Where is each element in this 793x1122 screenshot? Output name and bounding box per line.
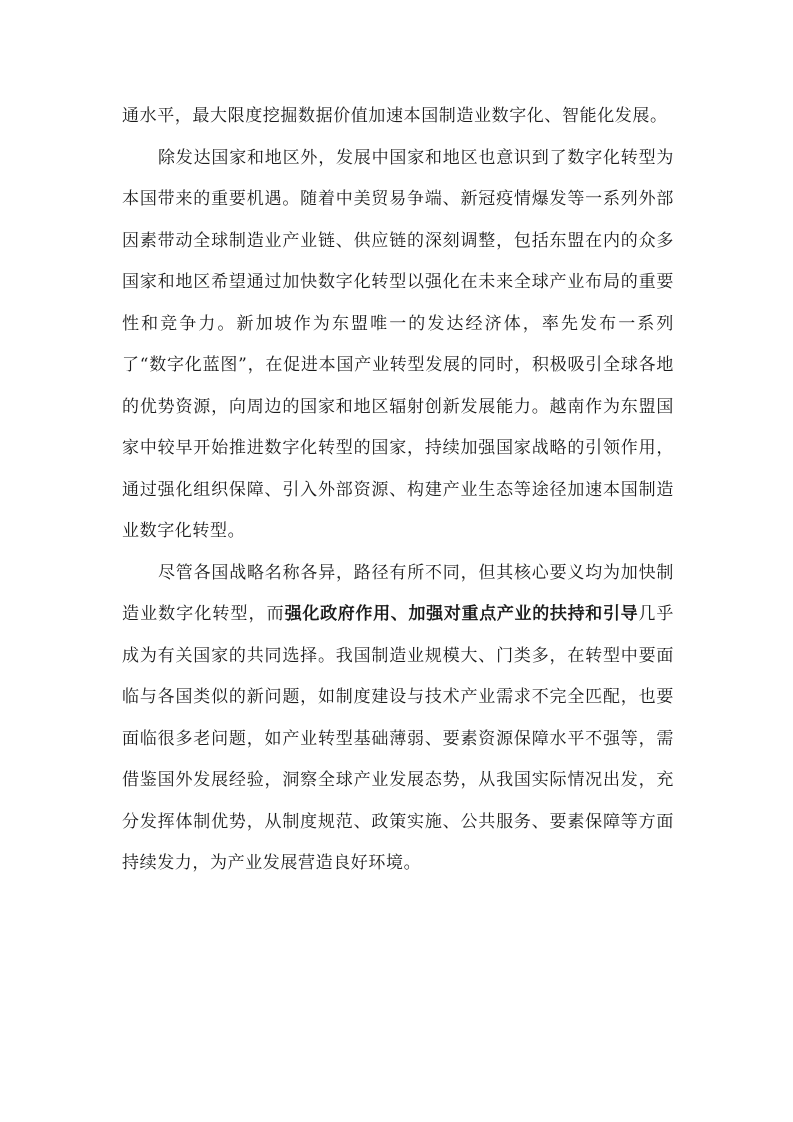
- paragraph-1: [122, 96, 674, 138]
- paragraph-2: [122, 138, 674, 553]
- paragraph-3-text-after: 几乎成为有关国家的共同选择。我国制造业规模大、门类多，在转型中要面临与各国类似的新问题，如制度建设与技术产业需求不完全匹配，也要面临很多老问题，如产业转型基础薄弱、要素资源保障水平不强等，需借鉴国外发展经验，洞察全球产业发展态势，从我国实际情况出发，充分发挥体制优势，从制度规范、政策实施、公共服务、要素保障等方面持续发力，为产业发展营造良好环境。: [122, 604, 674, 873]
- paragraph-3-bold-emphasis: 强化政府作用、加强对重点产业的扶持和引导: [284, 604, 639, 624]
- paragraph-2-text: 除发达国家和地区外，发展中国家和地区也意识到了数字化转型为本国带来的重要机遇。随着中美贸易争端、新冠疫情爆发等一系列外部因素带动全球制造业产业链、供应链的深刻调整，包括东盟在内的众多国家和地区希望通过加快数字化转型以强化在未来全球产业布局的重要性和竞争力。新加坡作为东盟唯一的发达经济体，率先发布一系列了“数字化蓝图”，在促进本国产业转型发展的同时，积极吸引全球各地的优势资源，向周边的国家和地区辐射创新发展能力。越南作为东盟国家中较早开始推进数字化转型的国家，持续加强国家战略的引领作用，通过强化组织保障、引入外部资源、构建产业生态等途径加速本国制造业数字化转型。: [122, 147, 674, 541]
- paragraph-1-text: 通水平，最大限度挖掘数据价值加速本国制造业数字化、智能化发展。: [122, 106, 668, 126]
- paragraph-3-text-before: 尽管各国战略名称各异，路径有所不同，但其核心要义均为加快制造业数字化转型，而: [122, 562, 674, 624]
- paragraph-3: [122, 553, 674, 885]
- body-text: [122, 96, 674, 885]
